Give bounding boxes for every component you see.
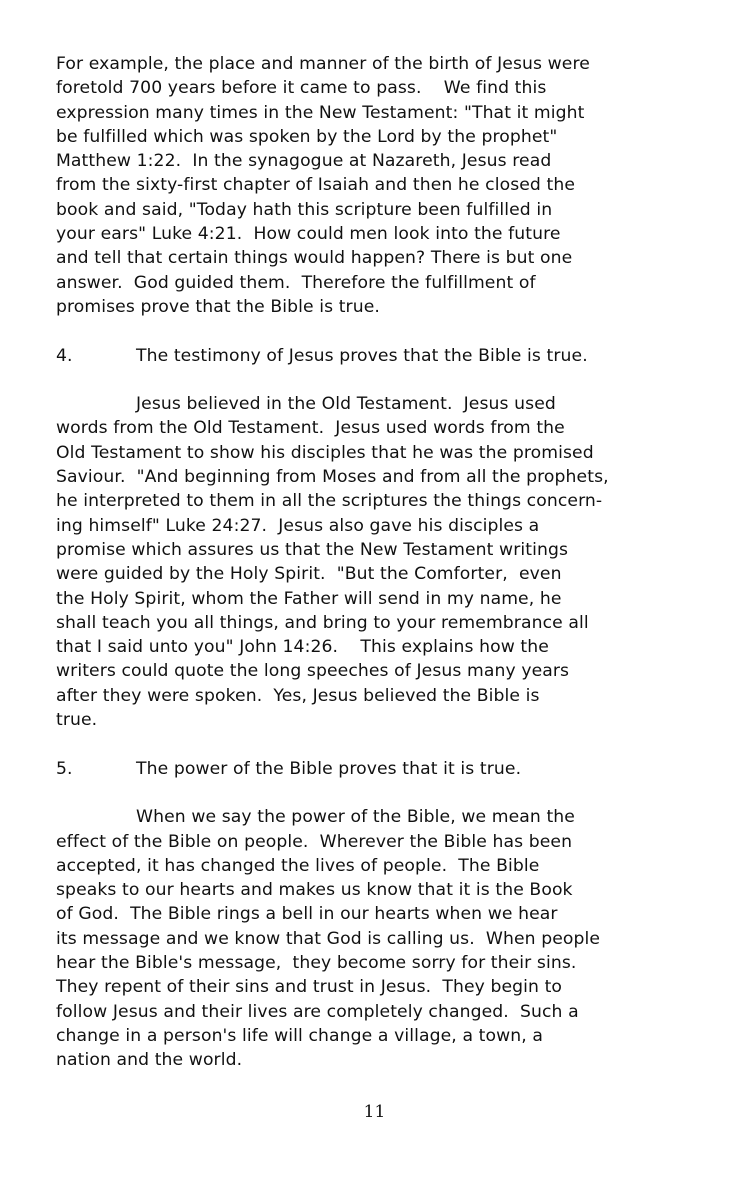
text-line: accepted, it has changed the lives of people. The Bible — [56, 855, 540, 876]
text-line: he interpreted to them in all the scriptures the things concern- — [56, 491, 603, 512]
text-line: true. — [56, 710, 98, 731]
paragraph-prophecy — [56, 52, 706, 319]
text-line: Saviour. "And beginning from Moses and from all the prophets, — [56, 467, 609, 488]
text-line: They repent of their sins and trust in Jesus. They begin to — [56, 977, 563, 998]
text-line: the Holy Spirit, whom the Father will send in my name, he — [56, 588, 562, 609]
text-line: expression many times in the New Testament: "That it might — [56, 102, 585, 123]
text-line: answer. God guided them. Therefore the fulfillment of — [56, 272, 536, 293]
section-heading-5 — [56, 757, 706, 781]
section-number: 5. — [56, 758, 73, 779]
section-heading-4 — [56, 344, 706, 368]
section-title: The power of the Bible proves that it is true. — [136, 758, 522, 779]
text-line: promise which assures us that the New Testament writings — [56, 539, 569, 560]
text-line: words from the Old Testament. Jesus used words from the — [56, 418, 565, 439]
page-number: 11 — [363, 1102, 386, 1122]
paragraph-gap — [56, 368, 706, 392]
text-line: and tell that certain things would happen? There is but one — [56, 248, 573, 269]
paragraph-gap — [56, 319, 706, 343]
section-number: 4. — [56, 345, 73, 366]
paragraph-testimony — [56, 392, 706, 732]
text-line: follow Jesus and their lives are completely changed. Such a — [56, 1001, 579, 1022]
text-line: For example, the place and manner of the birth of Jesus were — [56, 54, 590, 74]
text-line: When we say the power of the Bible, we mean the — [136, 807, 575, 828]
text-line: were guided by the Holy Spirit. "But the Comforter, even — [56, 564, 562, 585]
page-body — [56, 52, 706, 1072]
text-line: your ears" Luke 4:21. How could men look into the future — [56, 224, 561, 245]
text-line: Old Testament to show his disciples that he was the promised — [56, 442, 594, 463]
text-line: ing himself" Luke 24:27. Jesus also gave his disciples a — [56, 515, 540, 536]
text-line: Matthew 1:22. In the synagogue at Nazareth, Jesus read — [56, 151, 552, 172]
text-line: Jesus believed in the Old Testament. Jesus used — [136, 394, 556, 415]
text-line: book and said, "Today hath this scripture been fulfilled in — [56, 199, 553, 220]
text-line: speaks to our hearts and makes us know that it is the Book — [56, 880, 573, 901]
paragraph-gap — [56, 781, 706, 805]
text-line: that I said unto you" John 14:26. This explains how the — [56, 637, 549, 658]
paragraph-gap — [56, 732, 706, 756]
text-line: of God. The Bible rings a bell in our hearts when we hear — [56, 904, 558, 925]
text-line: its message and we know that God is calling us. When people — [56, 928, 601, 949]
text-line: be fulfilled which was spoken by the Lord by the prophet" — [56, 126, 558, 147]
text-line: hear the Bible's message, they become sorry for their sins. — [56, 952, 577, 973]
paragraph-power — [56, 805, 706, 1072]
text-line: change in a person's life will change a village, a town, a — [56, 1025, 543, 1046]
text-line: effect of the Bible on people. Wherever the Bible has been — [56, 831, 573, 852]
text-line: shall teach you all things, and bring to your remembrance all — [56, 612, 589, 633]
text-line: after they were spoken. Yes, Jesus believed the Bible is — [56, 685, 540, 706]
section-title: The testimony of Jesus proves that the Bible is true. — [136, 345, 588, 366]
text-line: promises prove that the Bible is true. — [56, 296, 380, 317]
text-line: foretold 700 years before it came to pass. We find this — [56, 78, 547, 99]
text-line: writers could quote the long speeches of Jesus many years — [56, 661, 570, 682]
text-line: from the sixty-first chapter of Isaiah and then he closed the — [56, 175, 576, 196]
text-line: nation and the world. — [56, 1050, 243, 1071]
